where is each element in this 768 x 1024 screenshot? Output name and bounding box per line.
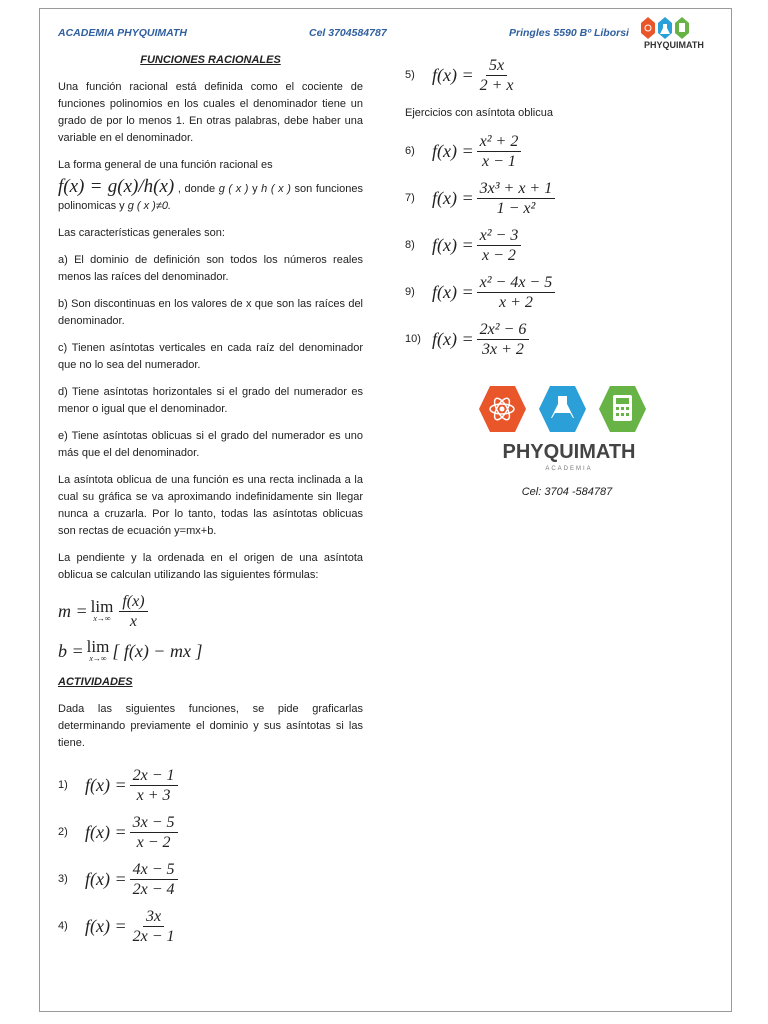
- formula-m: m = lim x→∞ $\frac{f(x)}{x}$: [58, 592, 363, 631]
- header-logo-text: PHYQUIMATH: [644, 40, 704, 50]
- academy-logo: [466, 382, 673, 474]
- general-form-g: g ( x ): [218, 183, 249, 195]
- general-form-son: son funciones polinomicas y: [58, 183, 363, 212]
- left-column: [58, 52, 363, 950]
- general-form-prefix: La forma general de una función racional es: [58, 159, 273, 171]
- exercise-5: 5) f(x) = $\frac{5x}{2 + x}$: [405, 57, 514, 94]
- exercise-4: 4) f(x) = $\frac{3x}{2x - 1}$: [58, 908, 175, 945]
- general-form-h: h ( x ): [261, 183, 291, 195]
- exercise-2: 2) f(x) = $\frac{3x - 5}{x - 2}$: [58, 809, 363, 856]
- characteristic-b: b) Son discontinuas en los valores de x que son las raíces del denominador.: [58, 298, 363, 327]
- general-form-paragraph: [58, 178, 363, 215]
- slope-text: La pendiente y la ordenada en el origen de una asíntota oblicua se calculan utilizando las siguientes fórmulas:: [58, 552, 363, 581]
- logo-brand: PHYQUIMATH: [502, 441, 636, 463]
- characteristics-intro: Las características generales son:: [58, 227, 225, 239]
- general-form-y: y: [252, 183, 258, 195]
- footer-phone: Cel: 3704 -584787: [521, 486, 613, 498]
- flask-icon: [539, 386, 586, 432]
- atom-icon: [479, 386, 526, 432]
- header-phone: Cel 3704584787: [309, 27, 387, 39]
- exercise-10: 10) f(x) = $\frac{\text{2x² − 6}}{3x + 2}$: [405, 316, 705, 363]
- header-academy: ACADEMIA PHYQUIMATH: [58, 27, 187, 39]
- activities-text: Dada las siguientes funciones, se pide graficarlas determinando previamente el dominio y sus asíntotas si las tiene.: [58, 703, 363, 749]
- exercise-6: 6) f(x) = $\frac{\text{x² + 2}}{x - 1}$: [405, 128, 705, 175]
- intro-paragraph: Una función racional está definida como el cociente de funciones polinomios en los cuales el denominador tiene un grado de por lo menos 1. En otras palabras, debe haber una variable en el denominador.: [58, 81, 363, 144]
- logo-sub: ACADEMIA: [545, 466, 593, 472]
- activities-title: ACTIVIDADES: [58, 676, 133, 688]
- general-form-donde: , donde: [177, 183, 216, 195]
- formula-b: b = lim x→∞ [ f(x) − mx ]: [58, 637, 203, 663]
- exercise-7: 7) f(x) = $\frac{\text{3x³ + x + 1}}{\text{1 − x²}}$: [405, 175, 705, 222]
- right-column: [405, 52, 705, 363]
- exercise-8: 8) f(x) = $\frac{\text{x² − 3}}{x - 2}$: [405, 222, 705, 269]
- characteristic-c: c) Tienen asíntotas verticales en cada raíz del denominador que no lo sea del numerador.: [58, 342, 363, 371]
- page-title: FUNCIONES RACIONALES: [140, 54, 281, 66]
- general-form-cond: g ( x )≠0.: [127, 200, 172, 212]
- characteristic-d: d) Tiene asíntotas horizontales si el grado del numerador es menor o igual que el denominador.: [58, 386, 363, 415]
- general-form-formula: f(x) = g(x)/h(x): [58, 176, 175, 197]
- exercise-1: 1) f(x) = $\frac{2x - 1}{x + 3}$: [58, 762, 363, 809]
- header-address: Pringles 5590 Bº Liborsi: [509, 27, 629, 39]
- header-logo: [638, 13, 712, 51]
- exercise-9: 9) f(x) = $\frac{\text{x² − 4x − 5}}{x + 2}$: [405, 269, 705, 316]
- exercise-3: 3) f(x) = $\frac{4x - 5}{2x - 4}$: [58, 856, 363, 903]
- oblique-title: Ejercicios con asíntota oblicua: [405, 107, 553, 119]
- characteristic-a: a) El dominio de definición son todos los números reales menos las raíces del denominador.: [58, 254, 363, 283]
- calculator-icon: [599, 386, 646, 432]
- characteristic-e: e) Tiene asíntotas oblicuas si el grado del numerador es uno más que el del denominador.: [58, 430, 363, 459]
- oblique-definition: La asíntota oblicua de una función es una recta inclinada a la cual su gráfica se va aproximando indefinidamente sin llegar nunca a cruzarla. Por lo tanto, todas las asíntotas oblicuas son rectas de ecuación y=mx+b.: [58, 474, 363, 537]
